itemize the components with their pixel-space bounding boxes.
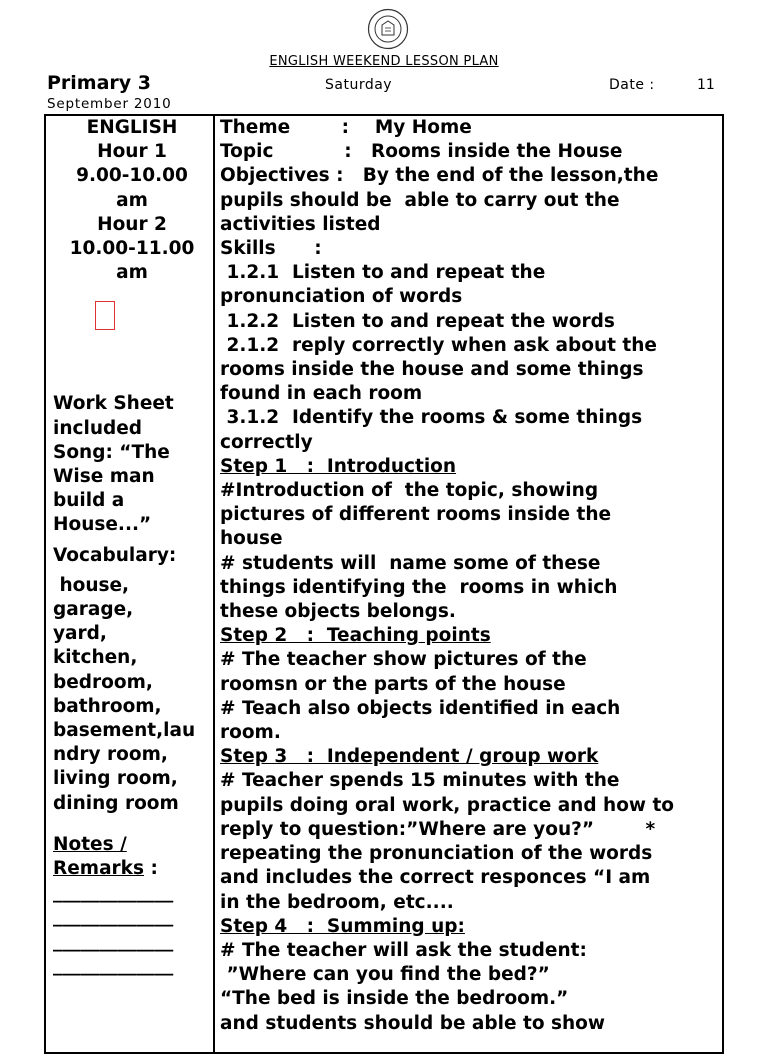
lesson-text-line: Skills : bbox=[220, 238, 322, 260]
placeholder-box bbox=[95, 301, 115, 330]
lesson-text-line: rooms inside the house and some things bbox=[220, 359, 644, 381]
hour2-label: Hour 2 bbox=[97, 213, 167, 235]
column-divider bbox=[213, 116, 215, 1052]
lesson-text-line: found in each room bbox=[220, 383, 423, 405]
vocab-item: ndry room, bbox=[53, 744, 168, 766]
remarks-colon: : bbox=[144, 858, 158, 880]
vocab-item: garage, bbox=[53, 599, 134, 621]
lesson-text-line: things identifying the rooms in which bbox=[220, 576, 618, 598]
vocab-item: basement,lau bbox=[53, 720, 196, 742]
hour1-time: 9.00-10.00 bbox=[76, 165, 188, 187]
blank-line: _____________ bbox=[53, 882, 174, 904]
step-heading: Step 2 : Teaching points bbox=[220, 625, 491, 647]
vocab-item: bedroom, bbox=[53, 671, 153, 693]
document-title: ENGLISH WEEKEND LESSON PLAN bbox=[269, 54, 499, 69]
lesson-text-line: pupils should be able to carry out the bbox=[220, 189, 620, 211]
date-label: Date : bbox=[609, 77, 655, 93]
lesson-text-line: 1.2.2 Listen to and repeat the words bbox=[220, 310, 615, 332]
lesson-text-line: # Teach also objects identified in each bbox=[220, 697, 621, 719]
song-line-1: Song: “The bbox=[53, 441, 170, 463]
lesson-text-line: house bbox=[220, 528, 283, 550]
step-heading: Step 4 : Summing up: bbox=[220, 915, 465, 937]
lesson-text-line: pupils doing oral work, practice and how to bbox=[220, 794, 674, 816]
lesson-day: Saturday bbox=[325, 77, 393, 93]
lesson-text-line: these objects belongs. bbox=[220, 601, 456, 623]
vocab-item: living room, bbox=[53, 768, 178, 790]
blank-line: _____________ bbox=[53, 954, 174, 976]
lesson-text-line: # The teacher show pictures of the bbox=[220, 649, 587, 671]
lesson-text-line: # The teacher will ask the student: bbox=[220, 939, 587, 961]
song-line-4: House...” bbox=[53, 514, 152, 536]
subject: ENGLISH bbox=[86, 117, 178, 138]
blank-line: _____________ bbox=[53, 906, 174, 928]
step-heading: Step 1 : Introduction bbox=[220, 455, 457, 477]
song-line-2: Wise man bbox=[53, 466, 155, 488]
lesson-text-line: in the bedroom, etc.... bbox=[220, 891, 454, 913]
lesson-text-line: Objectives : By the end of the lesson,the bbox=[220, 165, 659, 187]
hour2-time-suffix: am bbox=[116, 262, 148, 284]
left-column bbox=[53, 116, 211, 978]
lesson-text-line: roomsn or the parts of the house bbox=[220, 673, 566, 695]
vocab-item: house, bbox=[53, 574, 130, 596]
class-level: Primary 3 bbox=[47, 72, 152, 94]
lesson-text-line: correctly bbox=[220, 431, 313, 453]
vocab-item: kitchen, bbox=[53, 647, 138, 669]
month-year: September 2010 bbox=[47, 96, 172, 112]
remarks-heading: Remarks bbox=[53, 858, 144, 880]
vocab-item: bathroom, bbox=[53, 695, 162, 717]
lesson-text-line: 2.1.2 reply correctly when ask about the bbox=[220, 334, 657, 356]
date-value: 11 bbox=[697, 77, 715, 93]
lesson-text-line: 3.1.2 Identify the rooms & some things bbox=[220, 407, 643, 429]
school-seal-logo bbox=[367, 8, 409, 50]
lesson-text-line: reply to question:”Where are you?” * bbox=[220, 818, 656, 840]
lesson-text-line: # students will name some of these bbox=[220, 552, 601, 574]
lesson-text-line: room. bbox=[220, 722, 281, 744]
lesson-text-line: repeating the pronunciation of the words bbox=[220, 843, 653, 865]
lesson-text-line: “The bed is inside the bedroom.” bbox=[220, 988, 569, 1010]
worksheet-line-1: Work Sheet bbox=[53, 393, 174, 415]
lesson-text-line: and students should be able to show bbox=[220, 1012, 605, 1034]
lesson-text-line: #Introduction of the topic, showing bbox=[220, 480, 599, 502]
worksheet-line-2: included bbox=[53, 417, 143, 439]
lesson-text-line: ”Where can you find the bed?” bbox=[220, 964, 550, 986]
vocab-item: dining room bbox=[53, 792, 179, 814]
song-line-3: build a bbox=[53, 490, 125, 512]
lesson-text-line: Topic : Rooms inside the House bbox=[220, 141, 623, 163]
vocabulary-heading: Vocabulary: bbox=[53, 544, 177, 566]
right-column bbox=[220, 116, 740, 1036]
lesson-plan-table bbox=[44, 114, 724, 1054]
vocab-item: yard, bbox=[53, 623, 107, 645]
hour1-label: Hour 1 bbox=[97, 141, 167, 163]
lesson-text-line: Theme : My Home bbox=[220, 117, 472, 138]
notes-heading: Notes / bbox=[53, 833, 127, 855]
lesson-text-line: 1.2.1 Listen to and repeat the bbox=[220, 262, 546, 284]
lesson-text-line: # Teacher spends 15 minutes with the bbox=[220, 770, 620, 792]
hour2-time: 10.00-11.00 bbox=[69, 238, 195, 260]
lesson-text-line: activities listed bbox=[220, 213, 381, 235]
lesson-text-line: pictures of different rooms inside the bbox=[220, 504, 612, 526]
blank-line: _____________ bbox=[53, 930, 174, 952]
hour1-time-suffix: am bbox=[116, 189, 148, 211]
step-heading: Step 3 : Independent / group work bbox=[220, 746, 599, 768]
lesson-text-line: and includes the correct responces “I am bbox=[220, 867, 651, 889]
lesson-text-line: pronunciation of words bbox=[220, 286, 463, 308]
